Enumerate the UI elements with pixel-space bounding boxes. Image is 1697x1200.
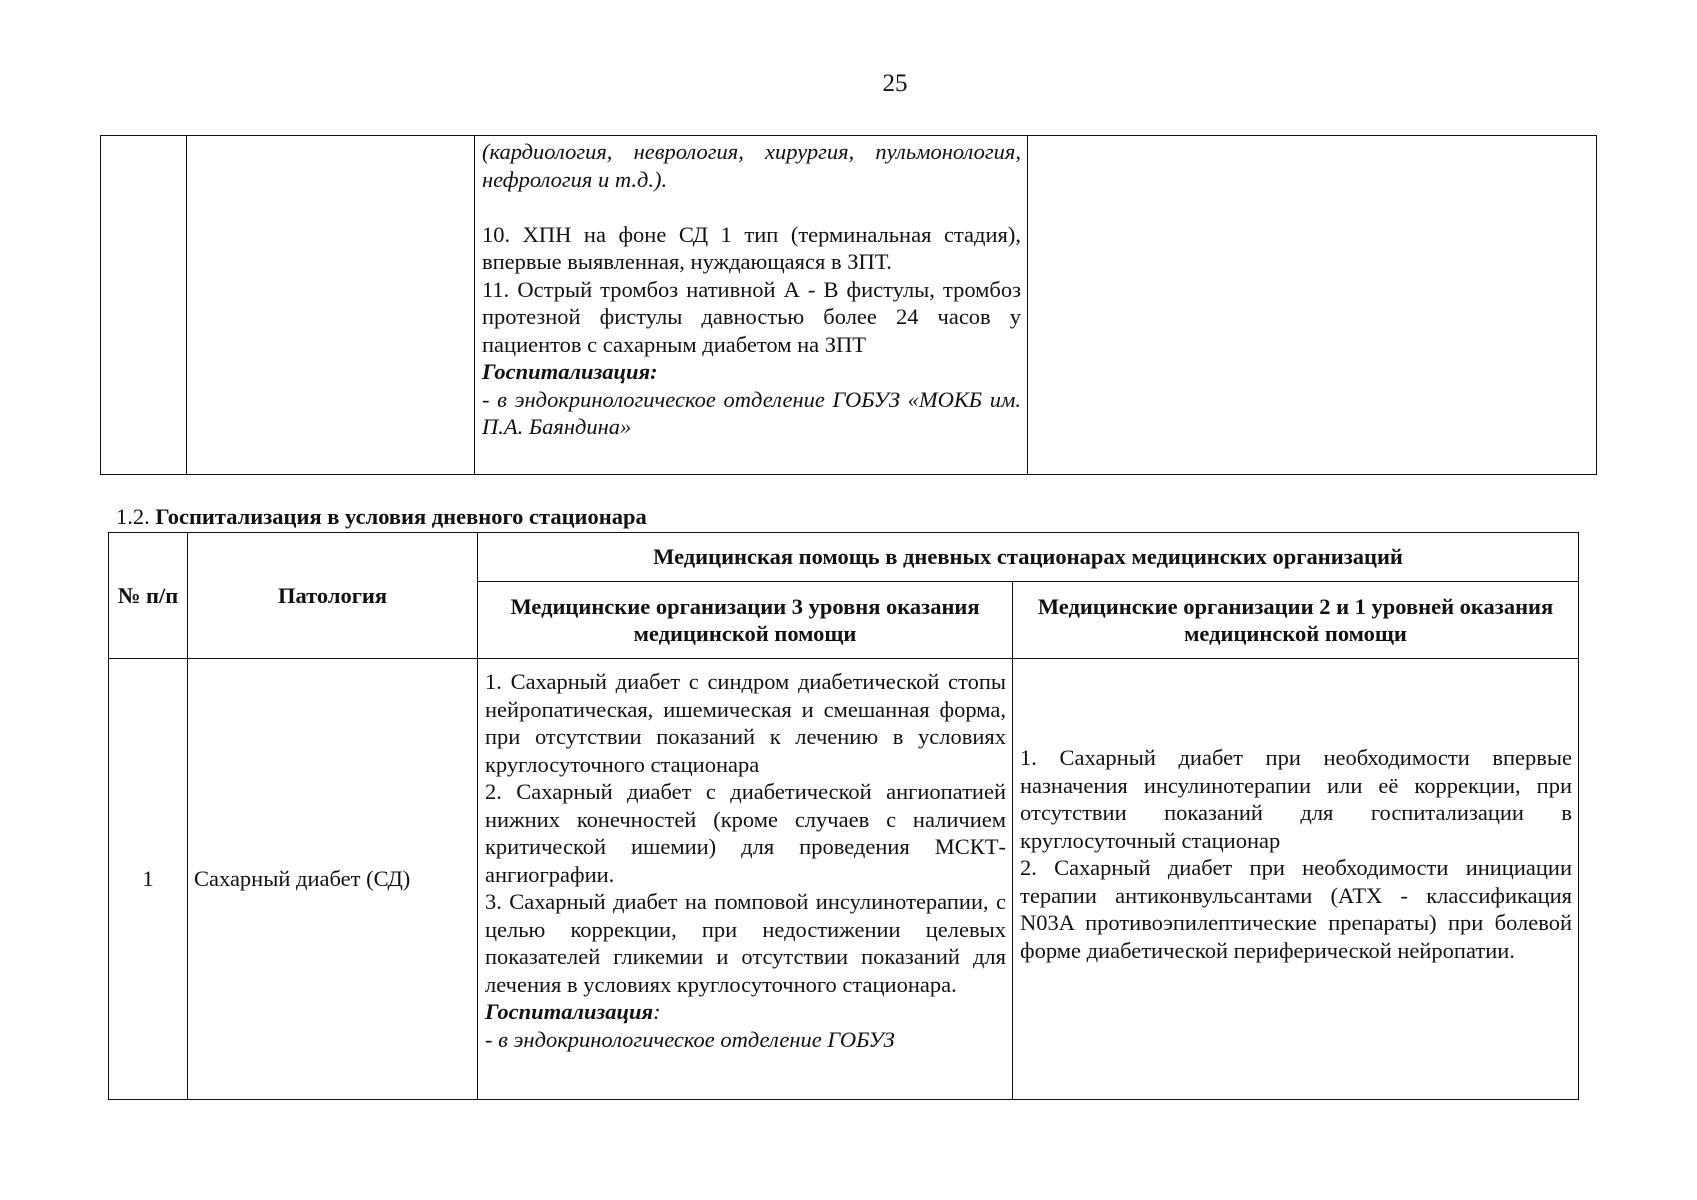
table-row <box>101 136 1597 475</box>
header-main: Медицинская помощь в дневных стационарах медицинских организаций <box>478 533 1579 582</box>
level3-item-3: 3. Сахарный диабет на помповой инсулинотерапии, с целью коррекции, при недостижении целевых показателей гликемии и отсутствии показаний для лечения в условиях круглосуточного стационара. <box>485 889 1006 997</box>
table-row <box>109 659 1579 1100</box>
empty-cell <box>101 136 187 475</box>
header-row <box>109 533 1579 582</box>
hospitalization-label: Госпитализация: <box>482 359 658 384</box>
level3-item-1: 1. Сахарный диабет с синдром диабетической стопы нейропатическая, ишемическая и смешанная форма, при отсутствии показаний к лечению в условиях круглосуточного стационара <box>485 669 1006 777</box>
level21-item-2: 2. Сахарный диабет при необходимости инициации терапии антиконвульсантами (АТХ - классификация N03A противоэпилептические препараты) при болевой форме диабетической периферической нейропатии. <box>1020 855 1573 963</box>
item-10: 10. ХПН на фоне СД 1 тип (терминальная стадия), впервые выявленная, нуждающаяся в ЗПТ. <box>482 221 1021 274</box>
item-11: 11. Острый тромбоз нативной А - В фистулы, тромбоз протезной фистулы давностью более 24 часов у пациентов с сахарным диабетом на ЗПТ <box>482 276 1021 357</box>
level21-cell <box>1013 659 1579 1100</box>
section-heading <box>116 503 647 530</box>
row-pathology: Сахарный диабет (СД) <box>188 659 478 1100</box>
hospitalization-colon: : <box>653 999 661 1024</box>
empty-cell <box>187 136 475 475</box>
hospitalization-text: - в эндокринологическое отделение ГОБУЗ <box>485 1026 895 1052</box>
day-hospital-table <box>108 532 1579 1100</box>
level3-item-2: 2. Сахарный диабет с диабетической ангиопатией нижних конечностей (кроме случаев с наличием критической ишемии) для проведения МСКТ-ангиографии. <box>485 779 1006 887</box>
empty-cell <box>1028 136 1597 475</box>
row-number: 1 <box>109 659 188 1100</box>
hospitalization-label: Госпитализация <box>485 999 654 1024</box>
header-num: № п/п <box>109 533 188 659</box>
section-number: 1.2. <box>116 504 156 529</box>
level3-cell <box>478 659 1013 1100</box>
page-number: 25 <box>882 70 908 97</box>
header-level3: Медицинские организации 3 уровня оказания медицинской помощи <box>478 582 1013 659</box>
continuation-table <box>100 135 1597 475</box>
header-pathology: Патология <box>188 533 478 659</box>
level21-item-1: 1. Сахарный диабет при необходимости впервые назначения инсулинотерапии или её коррекции, при отсутствии показаний для госпитализации в круглосуточный стационар <box>1020 745 1573 853</box>
criteria-cell <box>475 136 1028 475</box>
continuation-text: (кардиология, неврология, хирургия, пульмонология, нефрология и т.д.). <box>482 139 1021 192</box>
hospitalization-text: - в эндокринологическое отделение ГОБУЗ «МОКБ им. П.А. Баяндина» <box>482 386 1021 439</box>
header-level21: Медицинские организации 2 и 1 уровней оказания медицинской помощи <box>1013 582 1579 659</box>
section-title: Госпитализация в условия дневного стационара <box>155 504 647 529</box>
